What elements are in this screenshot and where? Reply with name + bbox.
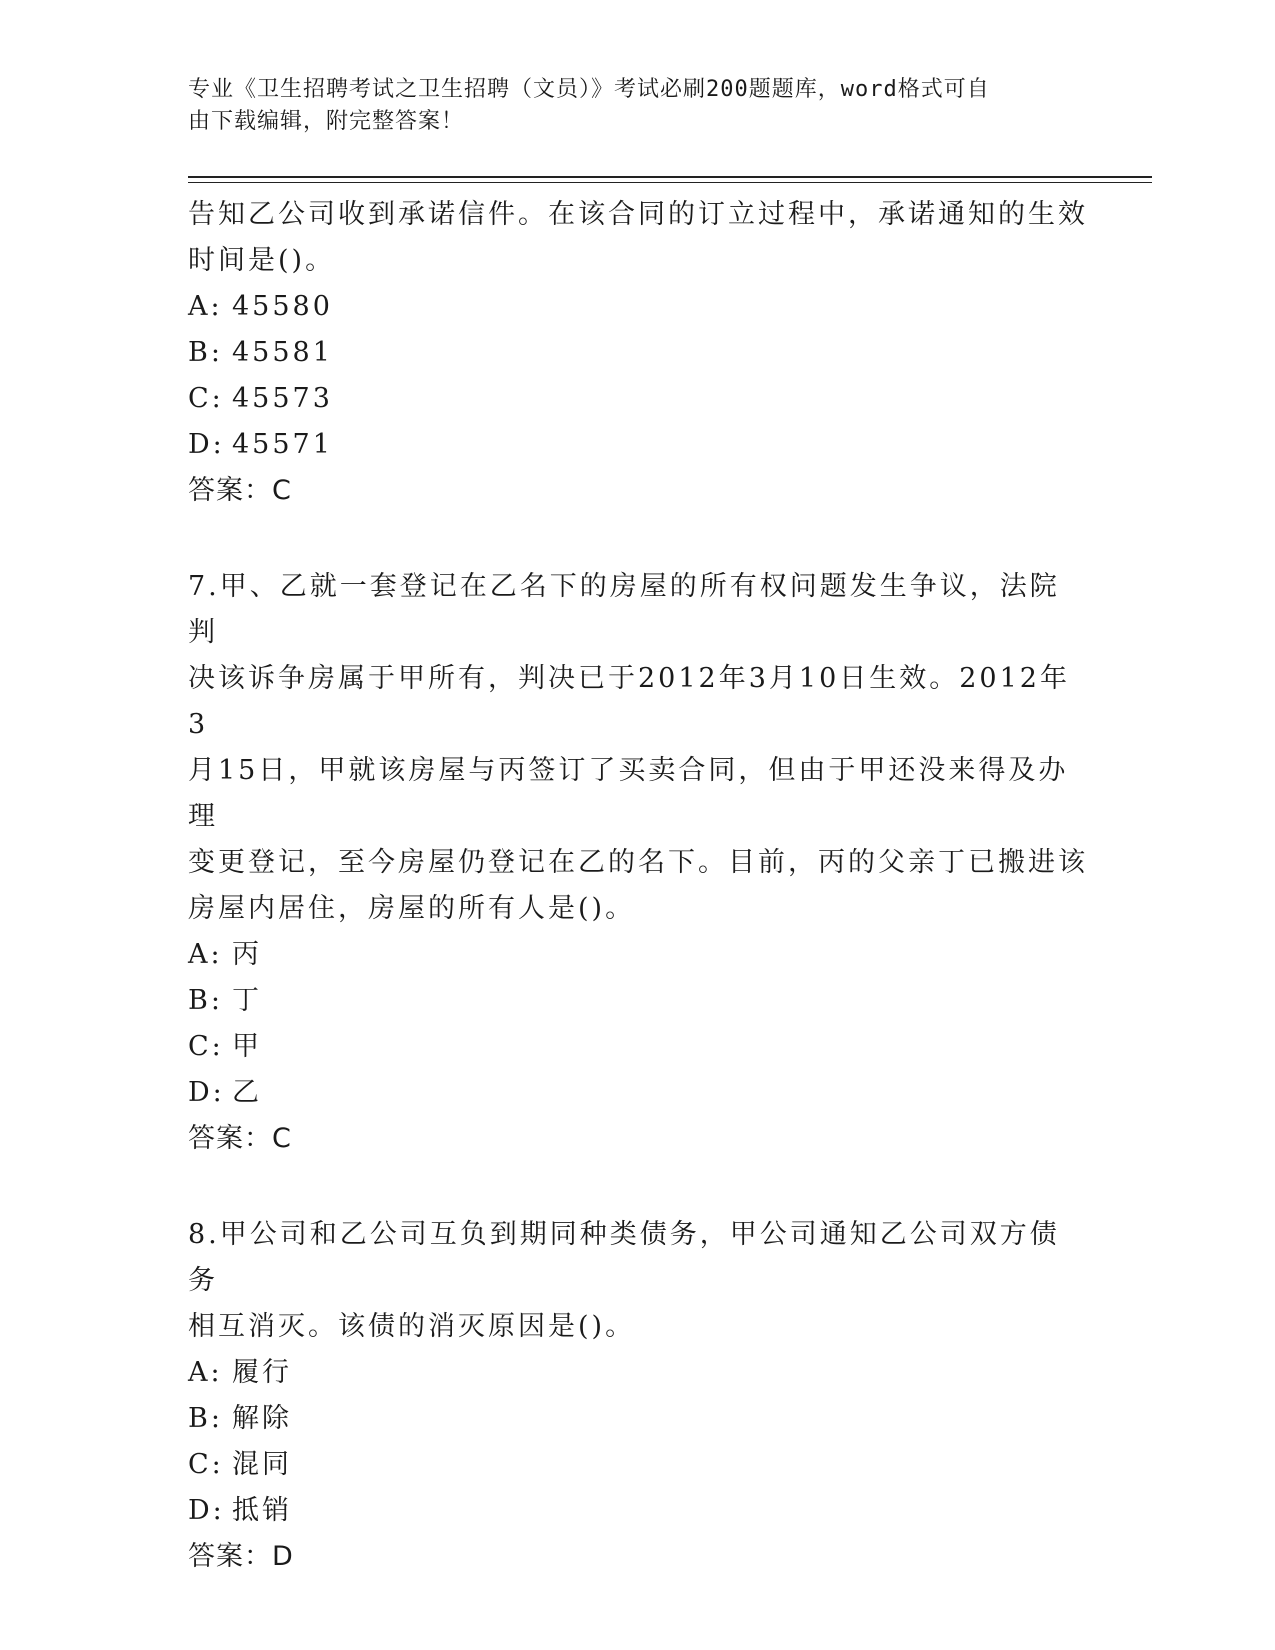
question-block (188, 564, 1088, 1162)
option-letter: B: (188, 985, 223, 1016)
option-d (188, 422, 1088, 468)
option-c (188, 376, 1088, 422)
answer-line: 答案：D (188, 1541, 294, 1572)
question-block (188, 192, 1088, 514)
option-letter: A: (188, 1357, 223, 1388)
option-letter: D: (188, 1077, 225, 1108)
question-stem-line: 决该诉争房属于甲所有，判决已于2012年3月10日生效。2012年3 (188, 663, 1070, 740)
question-block (188, 1212, 1088, 1580)
option-b (188, 1396, 1088, 1442)
question-list (188, 192, 1088, 1630)
question-stem-line: 告知乙公司收到承诺信件。在该合同的订立过程中，承诺通知的生效 (188, 199, 1088, 230)
option-letter: B: (188, 337, 223, 368)
question-stem-line: 相互消灭。该债的消灭原因是()。 (188, 1311, 636, 1342)
question-stem-line: 8.甲公司和乙公司互负到期同种类债务，甲公司通知乙公司双方债务 (188, 1219, 1060, 1296)
header-line-2: 由下载编辑，附完整答案！ (188, 109, 465, 134)
option-a (188, 1350, 1088, 1396)
option-a (188, 284, 1088, 330)
option-letter: A: (188, 939, 223, 970)
option-text: 45581 (232, 337, 333, 368)
question-stem-line: 7.甲、乙就一套登记在乙名下的房屋的所有权问题发生争议，法院判 (188, 571, 1060, 648)
page-header (188, 74, 1068, 138)
option-d (188, 1070, 1088, 1116)
answer-line: 答案：C (188, 475, 292, 506)
option-a (188, 932, 1088, 978)
header-divider-thin (188, 182, 1152, 183)
option-text: 45580 (232, 291, 333, 322)
option-d (188, 1488, 1088, 1534)
question-stem-line: 月15日，甲就该房屋与丙签订了买卖合同，但由于甲还没来得及办理 (188, 755, 1069, 832)
option-letter: A: (188, 291, 223, 322)
option-b (188, 330, 1088, 376)
option-c (188, 1442, 1088, 1488)
option-text: 丁 (232, 985, 262, 1016)
option-text: 混同 (232, 1449, 292, 1480)
option-letter: C: (188, 1031, 224, 1062)
option-text: 甲 (232, 1031, 262, 1062)
option-c (188, 1024, 1088, 1070)
option-letter: B: (188, 1403, 223, 1434)
option-letter: D: (188, 1495, 225, 1526)
question-stem-line: 变更登记，至今房屋仍登记在乙的名下。目前，丙的父亲丁已搬进该 (188, 847, 1088, 878)
option-letter: C: (188, 1449, 224, 1480)
option-text: 履行 (232, 1357, 292, 1388)
question-stem-line: 时间是()。 (188, 245, 336, 276)
option-text: 乙 (232, 1077, 262, 1108)
option-text: 45573 (232, 383, 333, 414)
option-text: 抵销 (232, 1495, 292, 1526)
option-letter: C: (188, 383, 224, 414)
option-b (188, 978, 1088, 1024)
option-letter: D: (188, 429, 225, 460)
option-text: 丙 (232, 939, 262, 970)
option-text: 45571 (232, 429, 333, 460)
header-line-1: 专业《卫生招聘考试之卫生招聘（文员）》考试必刷200题题库，word格式可自 (188, 77, 990, 102)
answer-line: 答案：C (188, 1123, 292, 1154)
option-text: 解除 (232, 1403, 292, 1434)
question-stem-line: 房屋内居住，房屋的所有人是()。 (188, 893, 636, 924)
header-divider-thick (188, 176, 1152, 178)
